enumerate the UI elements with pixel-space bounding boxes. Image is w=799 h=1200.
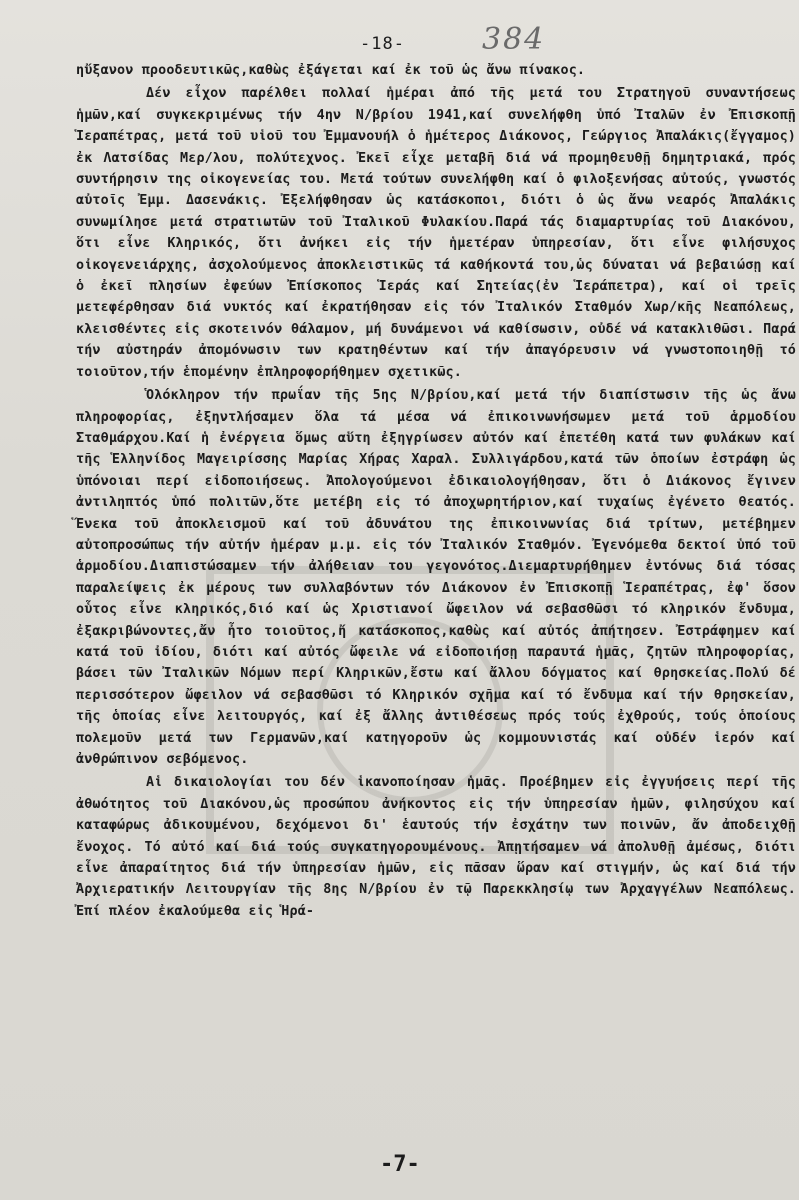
paragraph-arrest-of-deacon: Δέν εἶχον παρέλθει πολλαί ἡμέραι ἀπό τῆς μετά του Στρατηγοῦ συναντήσεως ἡμῶν,καί συγκεκριμένως τήν 4ην Ν/βρίου 1941,καί συνελήφθη ὑπό Ἰταλῶν ἐν Ἐπισκοπῇ Ἱεραπέτρας, μετά τοῦ υἱοῦ του Ἐμμανουήλ ὁ ἡμέτερος Διάκονος, Γεώργιος Ἀπαλάκις(ἔγγαμος) ἐκ Λατσίδας Μερ/λου, πολύτεχνος. Ἐκεῖ εἶχε μεταβῆ διά νά προμηθευθῇ δημητριακά, πρός συντήρησιν της οἰκογενείας του. Μετά τούτων συνελήφθη καί ὁ φιλοξενήσας αὐτούς, γνωστός αὐτοῖς Ἐμμ. Δασενάκις. Ἐξελήφθησαν ὡς κατάσκοποι, διότι ὁ ὡς ἄνω νεαρός Ἀπαλάκις συνωμίλησε μετά στρατιωτῶν τοῦ Ἰταλικοῦ Φυλακίου.Παρά τάς διαμαρτυρίας τοῦ Διακόνου, ὅτι εἶνε Κληρικός, ὅτι ἀνήκει εἰς τήν ἡμετέραν ὑπηρεσίαν, ὅτι εἶνε φιλήσυχος οἰκογενειάρχης, ἀσχολούμενος ἀποκλειστικῶς τά καθήκοντά του,ὡς δύναται νά βεβαιώσῃ καί ὁ ἐκεῖ πλησίων ἐφεύων Ἐπίσκοπος Ἱεράς καί Σητείας(ἐν Ἱεράπετρα), καί οἱ τρεῖς μετεφέρθησαν διά νυκτός καί ἐκρατήθησαν εἰς τόν Ἰταλικόν Σταθμόν Χωρ/κῆς Νεαπόλεως, κλεισθέντες εἰς σκοτεινόν θάλαμον, μή δυνάμενοι νά καθίσωσιν, οὐδέ νά κατακλιθῶσι. Παρά τήν αὐστηράν ἀπομόνωσιν των κρατηθέντων καί τήν ἀπαγόρευσιν νά γνωστοποιηθῇ τό τοιοῦτον,τήν ἑπομένην ἐπληροφορήθημεν σχετικῶς. [76,86,796,380]
page-number: -18- [360,34,405,54]
paragraph-continuation: ηὔξανον προοδευτικῶς,καθὼς ἐξάγεται καί ἐκ τοῦ ὡς ἄνω πίνακος. [76,63,586,78]
paragraph-demand-release: Αἱ δικαιολογίαι του δέν ἱκανοποίησαν ἡμᾶς. Προέβημεν εἰς ἐγγυήσεις περί τῆς ἀθωότητος τοῦ Διακόνου,ὡς προσώπου ἀνήκοντος εἰς τήν ὑπηρεσίαν ἡμῶν, φιλησύχου καί καταφώρως ἀδικουμένου, δεχόμενοι δι' ἑαυτούς τήν ἐσχάτην των ποινῶν, ἄν ἀποδειχθῇ ἔνοχος. Τό αὐτό καί διά τούς συγκατηγορουμένους. Ἀπῃτήσαμεν νά ἀπολυθῇ ἀμέσως, διότι εἶνε ἀπαραίτητος διά τήν ὑπηρεσίαν ἡμῶν, εἰς πᾶσαν ὥραν καί στιγμήν, ὡς καί διά τήν Ἀρχιερατικήν Λειτουργίαν τῆς 8ης Ν/βρίου ἐν τῷ Παρεκκλησίῳ των Ἀρχαγγέλων Νεαπόλεως. Ἐπί πλέον ἐκαλούμεθα εἰς Ἡρά- [76,775,796,919]
page-footer-mark: -7- [380,1152,420,1177]
letter-body [76,60,796,922]
paragraph-visit-to-station: Ὁλόκληρον τήν πρωΐαν τῆς 5ης Ν/βρίου,καί μετά τήν διαπίστωσιν τῆς ὡς ἄνω πληροφορίας, ἐξηντλήσαμεν ὅλα τά μέσα νά ἐπικοινωνήσωμεν μετά τοῦ ἁρμοδίου Σταθμάρχου.Καί ἡ ἐνέργεια ὅμως αὕτη ἐξηγρίωσεν αὐτόν καί ἐπετέθη κατά των φυλάκων καί τῆς Ἑλληνίδος Μαγειρίσσης Μαρίας Χήρας Χαραλ. Συλλιγάρδου,κατά τῶν ὁποίων ἐστράφη ὡς ὑπόνοιαι περί εἰδοποιήσεως. Ἀπολογούμενοι ἐδικαιολογήθησαν, ὅτι ὁ Διάκονος ἔγινεν ἀντιληπτός ὑπό πολιτῶν,ὅτε μετέβη εἰς τό ἀποχωρητήριον,καί τυχαίως ἐγένετο θεατός. Ἕνεκα τοῦ ἀποκλεισμοῦ καί τοῦ ἀδυνάτου της ἐπικοινωνίας διά τρίτων, μετέβημεν αὐτοπροσώπως τήν αὐτήν ἡμέραν μ.μ. εἰς τόν Ἰταλικόν Σταθμόν. Ἐγενόμεθα δεκτοί ὑπό τοῦ ἁρμοδίου.Διαπιστώσαμεν τήν ἀλήθειαν του γεγονότος.Διεμαρτυρήθημεν ἐντόνως διά τόσας παραλείψεις ἐκ μέρους των συλλαβόντων τόν Διάκονον ἐν Ἐπισκοπῇ Ἱεραπέτρας, ἐφ' ὅσον οὗτος εἶνε κληρικός,διό καί ὡς Χριστιανοί ὤφειλον νά σεβασθῶσι τό κληρικόν ἔνδυμα, ἐξακριβώνοντες,ἄν ἦτο τοιοῦτος,ἤ κατάσκοπος,καθὼς καί αὐτός ἀπήτησεν. Ἐστράφημεν καί κατά τοῦ ἰδίου, διότι καί αὐτός ὤφειλε νά εἰδοποιήσῃ παραυτά ἡμᾶς, ζητῶν πληροφορίας, βάσει τῶν Ἰταλικῶν Νόμων περί Κληρικῶν,ἔστω καί ἄλλου δόγματος καί θρησκείας.Πολύ δέ περισσότερον ὤφειλον νά σεβασθῶσι τό Κληρικόν σχῆμα καί τό ἔνδυμα καί τήν θρησκείαν, τῆς ὁποίας εἶνε λειτουργός, καί ἐξ ἄλλης ἀντιθέσεως πρός τούς ἐχθρούς, τούς ὁποίους πολεμοῦν μετά των Γερμανῶν,καί κατηγοροῦν ὡς κομμουνιστάς καί οὐδέν ἱερόν καί ἀνθρώπινον σεβόμενος. [76,388,796,767]
handwritten-archive-number: 384 [482,22,546,57]
